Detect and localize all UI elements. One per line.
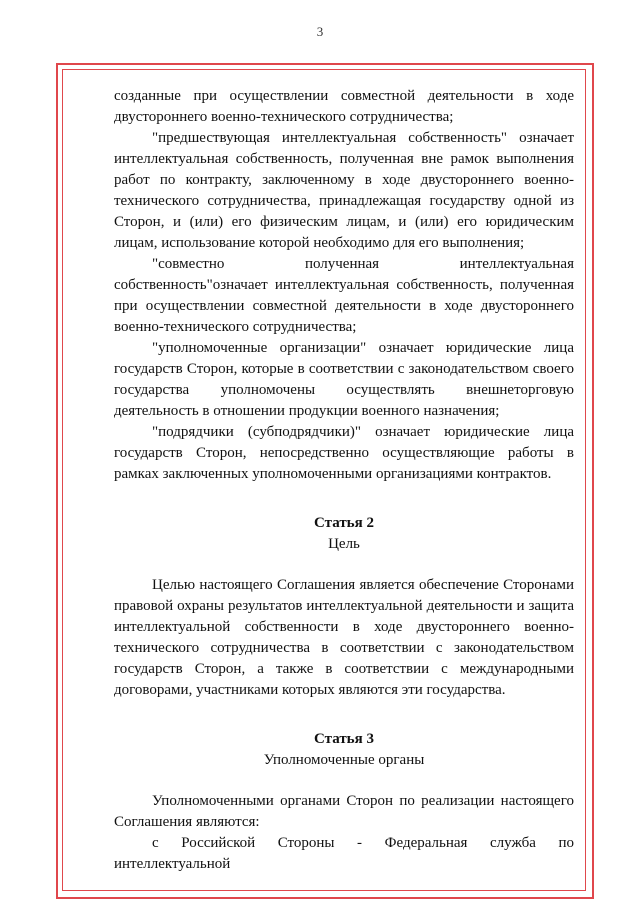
paragraph-continuation: созданные при осуществлении совместной деятельности в ходе двустороннего военно-технического сотрудничества;: [114, 88, 574, 125]
definition-contractors: "подрядчики (субподрядчики)" означает юридические лица государств Сторон, непосредственно осуществляющие работы в рамках заключенных уполномоченными организациями контрактов.: [114, 424, 574, 482]
page-number: 3: [316, 24, 324, 39]
article-2-title: Статья 2: [314, 515, 374, 531]
article-2-subtitle: Цель: [328, 536, 360, 552]
article-3-text-1: Уполномоченными органами Сторон по реализации настоящего Соглашения являются:: [114, 793, 574, 830]
definition-prior-ip: "предшествующая интеллектуальная собственность" означает интеллектуальная собственность, полученная вне рамок выполнения работ по контракту, заключенному в ходе двустороннего военно-технического сотрудничества, принадлежащая государству одной из Сторон, и (или) его физическим лицам, и (или) его юридическим лицам, использование которой необходимо для его выполнения;: [114, 130, 574, 251]
article-3-subtitle: Уполномоченные органы: [263, 752, 425, 768]
article-3-text-2: с Российской Стороны - Федеральная служба по интеллектуальной: [114, 835, 574, 872]
definition-authorized-organizations: "уполномоченные организации" означает юридические лица государств Сторон, которые в соответствии с законодательством своего государства уполномочены осуществлять внешнеторговую деятельность в отношении продукции военного назначения;: [114, 340, 574, 419]
definition-joint-ip: "совместно полученная интеллектуальная собственность"означает интеллектуальная собственность, полученная при осуществлении совместной деятельности в ходе двустороннего военно-технического сотрудничества;: [114, 256, 574, 335]
document-body: [114, 86, 574, 875]
article-3-title: Статья 3: [314, 731, 374, 747]
article-2-text: Целью настоящего Соглашения является обеспечение Сторонами правовой охраны результатов интеллектуальной деятельности и защита интеллектуальной собственности в ходе двустороннего военно-технического сотрудничества в соответствии с законодательством государств Сторон, а также в соответствии с международными договорами, участниками которых являются эти государства.: [114, 577, 574, 698]
